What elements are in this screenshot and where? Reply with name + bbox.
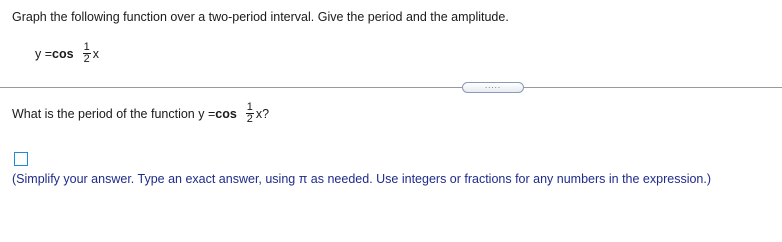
answer-hint: (Simplify your answer. Type an exact answer, using π as needed. Use integers or fractions for any numbers in the expression.) <box>12 172 712 186</box>
fraction-numerator: 1 <box>83 41 90 53</box>
show-more-button[interactable]: ..... <box>462 82 524 93</box>
section-divider <box>0 87 782 88</box>
question-fraction-numerator: 1 <box>246 101 253 113</box>
question-trail: ? <box>262 106 270 121</box>
function-variable: x <box>92 46 99 61</box>
function-prefix: y = <box>35 46 53 61</box>
fraction <box>83 42 91 65</box>
answer-input[interactable] <box>14 152 28 166</box>
question-function-name: cos <box>215 106 237 121</box>
fraction-denominator: 2 <box>83 53 90 65</box>
period-question <box>12 102 269 125</box>
question-lead: What is the period of the function y = <box>12 106 216 121</box>
function-name: cos <box>52 46 74 61</box>
question-fraction <box>246 102 254 125</box>
given-function <box>35 42 99 65</box>
question-instructions: Graph the following function over a two-period interval. Give the period and the amplitude. <box>12 10 509 24</box>
question-fraction-denominator: 2 <box>246 113 253 125</box>
question-variable: x <box>255 106 263 121</box>
